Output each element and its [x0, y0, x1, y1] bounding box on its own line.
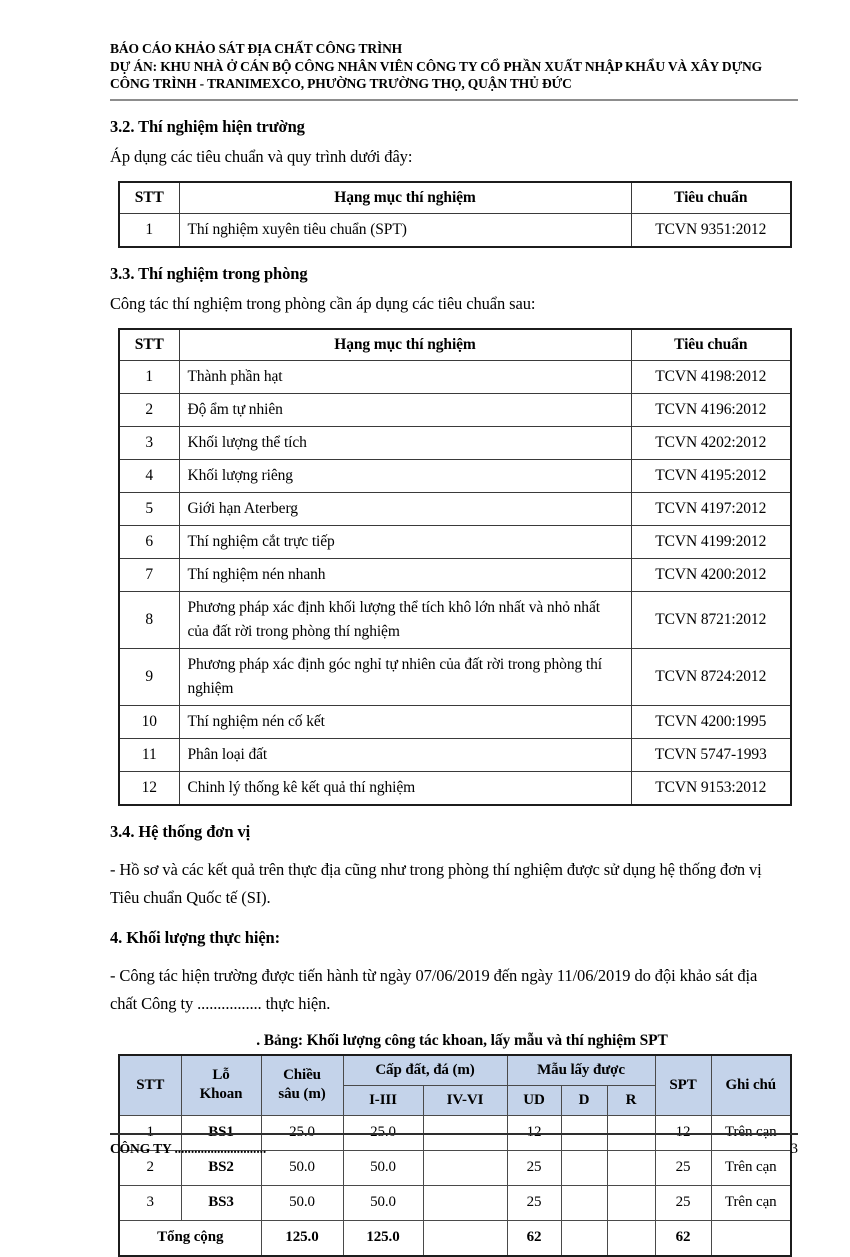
cell-stt: 3 — [119, 426, 179, 459]
cell-stt: 9 — [119, 648, 179, 705]
cell-i-iii: 25.0 — [343, 1115, 423, 1150]
cell-item: Giới hạn Aterberg — [179, 492, 631, 525]
table-row — [119, 558, 791, 591]
cell-ghi-chu: Trên cạn — [711, 1185, 791, 1220]
cell-stt: 2 — [119, 1150, 181, 1185]
table-row — [119, 426, 791, 459]
chieu-sau-line2: sâu (m) — [278, 1086, 326, 1102]
cell-standard: TCVN 4195:2012 — [631, 459, 791, 492]
cell-item: Phân loại đất — [179, 738, 631, 771]
section-3-4-heading: 3.4. Hệ thống đơn vị — [110, 821, 251, 841]
cell-stt: 4 — [119, 459, 179, 492]
cell-standard: TCVN 4202:2012 — [631, 426, 791, 459]
cell-item: Độ ẩm tự nhiên — [179, 393, 631, 426]
cell-stt: 11 — [119, 738, 179, 771]
cell-lo-khoan: BS2 — [181, 1150, 261, 1185]
table-row — [119, 213, 791, 247]
table-header-row — [119, 329, 791, 361]
section-3-3-heading: 3.3. Thí nghiệm trong phòng — [110, 263, 308, 283]
col-header-ghi-chu: Ghi chú — [711, 1055, 791, 1116]
cell-stt: 8 — [119, 591, 179, 648]
table-header-row-top — [119, 1055, 791, 1086]
cell-stt: 1 — [119, 360, 179, 393]
cell-i-iii: 50.0 — [343, 1150, 423, 1185]
section-4-body: - Công tác hiện trường được tiến hành từ ngày 07/06/2019 đến ngày 11/06/2019 do đội khảo sát địa chất Công ty ................ thực hiện. — [110, 965, 758, 1013]
cell-item: Thí nghiệm nén nhanh — [179, 558, 631, 591]
lab-test-standards-table — [118, 328, 792, 806]
lo-khoan-line1: Lỗ — [212, 1067, 230, 1083]
col-header-chieu-sau — [261, 1055, 343, 1116]
col-header-mau-lay-duoc: Mẫu lấy được — [507, 1055, 655, 1086]
table-row — [119, 393, 791, 426]
document-footer — [110, 1133, 798, 1158]
section-4-heading: 4. Khối lượng thực hiện: — [110, 927, 281, 947]
col-header-standard: Tiêu chuẩn — [631, 329, 791, 361]
cell-item: Thí nghiệm xuyên tiêu chuẩn (SPT) — [179, 213, 631, 247]
cell-stt: 12 — [119, 771, 179, 805]
header-line-2: DỰ ÁN: KHU NHÀ Ở CÁN BỘ CÔNG NHÂN VIÊN CÔNG TY CỔ PHẦN XUẤT NHẬP KHẨU VÀ XÂY DỰNG — [110, 58, 762, 74]
section-3-2-intro: Áp dụng các tiêu chuẩn và quy trình dưới đây: — [110, 146, 413, 166]
document-running-header — [110, 40, 788, 93]
cell-item: Thí nghiệm nén cố kết — [179, 705, 631, 738]
cell-item: Thí nghiệm cắt trực tiếp — [179, 525, 631, 558]
cell-standard: TCVN 4196:2012 — [631, 393, 791, 426]
col-header-i-iii: I-III — [343, 1085, 423, 1115]
header-line-1: BÁO CÁO KHẢO SÁT ĐỊA CHẤT CÔNG TRÌNH — [110, 41, 403, 56]
col-header-stt: STT — [119, 1055, 181, 1116]
cell-standard: TCVN 4198:2012 — [631, 360, 791, 393]
table-row — [119, 738, 791, 771]
cell-total-d — [561, 1220, 607, 1256]
cell-standard: TCVN 9153:2012 — [631, 771, 791, 805]
cell-iv-vi — [423, 1185, 507, 1220]
cell-r — [607, 1185, 655, 1220]
cell-standard: TCVN 8724:2012 — [631, 648, 791, 705]
cell-standard: TCVN 4197:2012 — [631, 492, 791, 525]
col-header-ud: UD — [507, 1085, 561, 1115]
cell-standard: TCVN 5747-1993 — [631, 738, 791, 771]
cell-total-label: Tổng cộng — [119, 1220, 261, 1256]
field-test-standards-table — [118, 181, 792, 248]
cell-ghi-chu: Trên cạn — [711, 1150, 791, 1185]
footer-row — [110, 1141, 798, 1158]
table-row — [119, 771, 791, 805]
cell-i-iii: 50.0 — [343, 1185, 423, 1220]
table-total-row — [119, 1220, 791, 1256]
cell-item: Khối lượng thể tích — [179, 426, 631, 459]
cell-spt: 25 — [655, 1150, 711, 1185]
cell-standard: TCVN 4199:2012 — [631, 525, 791, 558]
cell-standard: TCVN 4200:2012 — [631, 558, 791, 591]
table-row — [119, 492, 791, 525]
col-header-item: Hạng mục thí nghiệm — [179, 182, 631, 214]
col-header-item: Hạng mục thí nghiệm — [179, 329, 631, 361]
cell-stt: 3 — [119, 1185, 181, 1220]
cell-item: Chinh lý thống kê kết quả thí nghiệm — [179, 771, 631, 805]
cell-total-chieu-sau: 125.0 — [261, 1220, 343, 1256]
cell-total-ud: 62 — [507, 1220, 561, 1256]
cell-ud: 25 — [507, 1185, 561, 1220]
col-header-stt: STT — [119, 329, 179, 361]
cell-spt: 12 — [655, 1115, 711, 1150]
cell-standard: TCVN 8721:2012 — [631, 591, 791, 648]
section-3-2-heading: 3.2. Thí nghiệm hiện trường — [110, 116, 305, 136]
col-header-stt: STT — [119, 182, 179, 214]
section-3-4-body: - Hồ sơ và các kết quả trên thực địa cũng như trong phòng thí nghiệm được sử dụng hệ thống đơn vị Tiêu chuẩn Quốc tế (SI). — [110, 859, 762, 907]
section-3-3-intro: Công tác thí nghiệm trong phòng cần áp dụng các tiêu chuẩn sau: — [110, 293, 536, 313]
cell-stt: 7 — [119, 558, 179, 591]
table-row — [119, 648, 791, 705]
header-line-3: CÔNG TRÌNH - TRANIMEXCO, PHƯỜNG TRƯỜNG THỌ, QUẬN THỦ ĐỨC — [110, 76, 572, 91]
col-header-r: R — [607, 1085, 655, 1115]
cell-lo-khoan: BS1 — [181, 1115, 261, 1150]
borehole-table-caption: . Bảng: Khối lượng công tác khoan, lấy mẫu và thí nghiệm SPT — [256, 1031, 668, 1049]
cell-lo-khoan: BS3 — [181, 1185, 261, 1220]
table-row — [119, 360, 791, 393]
cell-ud: 25 — [507, 1150, 561, 1185]
table-row — [119, 705, 791, 738]
col-header-iv-vi: IV-VI — [423, 1085, 507, 1115]
cell-standard: TCVN 9351:2012 — [631, 213, 791, 247]
col-header-lo-khoan — [181, 1055, 261, 1116]
cell-item: Phương pháp xác định góc nghỉ tự nhiên của đất rời trong phòng thí nghiệm — [179, 648, 631, 705]
table-row — [119, 525, 791, 558]
table-header-row — [119, 182, 791, 214]
cell-stt: 6 — [119, 525, 179, 558]
table-row — [119, 459, 791, 492]
cell-item: Thành phần hạt — [179, 360, 631, 393]
cell-stt: 1 — [119, 1115, 181, 1150]
cell-spt: 25 — [655, 1185, 711, 1220]
header-divider — [110, 99, 798, 101]
cell-chieu-sau: 50.0 — [261, 1150, 343, 1185]
table-row — [119, 1185, 791, 1220]
table-row — [119, 591, 791, 648]
footer-company: CÔNG TY ............................ — [110, 1141, 267, 1156]
cell-total-spt: 62 — [655, 1220, 711, 1256]
col-header-standard: Tiêu chuẩn — [631, 182, 791, 214]
cell-ghi-chu: Trên cạn — [711, 1115, 791, 1150]
col-header-d: D — [561, 1085, 607, 1115]
col-header-cap-dat-da: Cấp đất, đá (m) — [343, 1055, 507, 1086]
cell-total-ghi-chu — [711, 1220, 791, 1256]
cell-total-iv-vi — [423, 1220, 507, 1256]
page-number: 3 — [790, 1141, 798, 1157]
cell-stt: 5 — [119, 492, 179, 525]
col-header-spt: SPT — [655, 1055, 711, 1116]
lo-khoan-line2: Khoan — [199, 1086, 243, 1102]
footer-divider — [110, 1133, 798, 1135]
cell-d — [561, 1185, 607, 1220]
cell-item: Phương pháp xác định khối lượng thể tích khô lớn nhất và nhỏ nhất của đất rời trong phòng thí nghiệm — [179, 591, 631, 648]
cell-chieu-sau: 50.0 — [261, 1185, 343, 1220]
chieu-sau-line1: Chiều — [283, 1067, 321, 1083]
cell-standard: TCVN 4200:1995 — [631, 705, 791, 738]
cell-stt: 10 — [119, 705, 179, 738]
cell-ud: 12 — [507, 1115, 561, 1150]
cell-item: Khối lượng riêng — [179, 459, 631, 492]
cell-stt: 1 — [119, 213, 179, 247]
cell-total-r — [607, 1220, 655, 1256]
cell-total-i-iii: 125.0 — [343, 1220, 423, 1256]
cell-chieu-sau: 25.0 — [261, 1115, 343, 1150]
cell-stt: 2 — [119, 393, 179, 426]
